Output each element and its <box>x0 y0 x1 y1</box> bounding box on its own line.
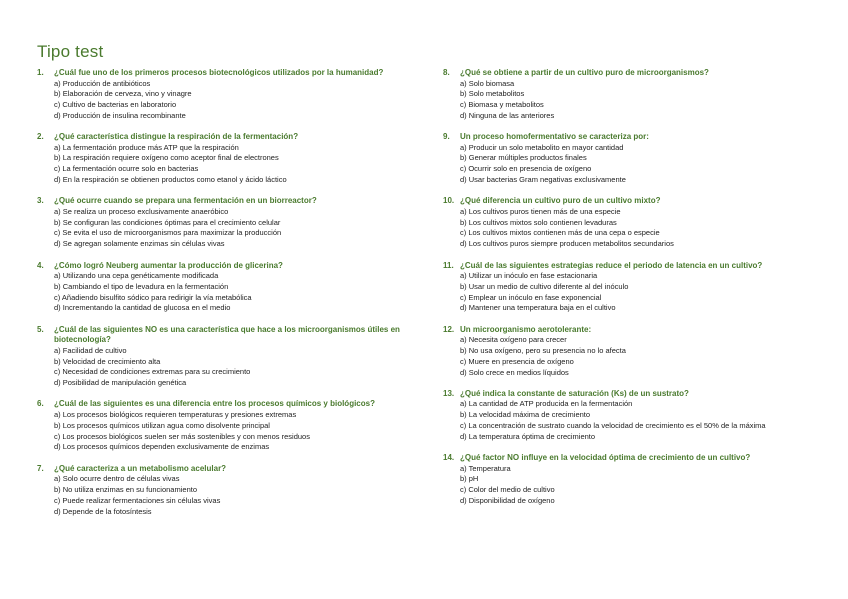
question-item <box>37 399 407 453</box>
question-number: 4. <box>37 260 44 270</box>
answer-option: c) La fermentación ocurre solo en bacterias <box>54 164 199 174</box>
question-text: Un microorganismo aerotolerante: <box>460 324 592 334</box>
question-text: ¿Qué caracteriza a un metabolismo acelular? <box>54 463 227 473</box>
question-item <box>37 68 407 122</box>
question-text: Un proceso homofermentativo se caracteriza por: <box>460 132 649 142</box>
answer-option: a) Producción de antibióticos <box>54 78 151 88</box>
answer-option: b) Se configuran las condiciones óptimas para el crecimiento celular <box>54 217 281 227</box>
question-number: 11. <box>443 260 454 270</box>
question-item <box>443 196 823 250</box>
answer-option: c) Ocurrir solo en presencia de oxígeno <box>460 164 592 174</box>
question-number: 1. <box>37 68 44 77</box>
answer-option: a) Se realiza un proceso exclusivamente anaeróbico <box>54 206 229 216</box>
question-number: 5. <box>37 324 44 334</box>
question-item <box>443 453 823 507</box>
answer-option: c) Añadiendo bisulfito sódico para redirigir la vía metabólica <box>54 292 252 302</box>
question-item <box>443 389 823 443</box>
answer-option: c) Los procesos biológicos suelen ser más sostenibles y con menos residuos <box>54 431 310 441</box>
answer-option: a) La cantidad de ATP producida en la fermentación <box>460 399 633 409</box>
question-number: 14. <box>443 453 455 463</box>
answer-option: a) Producir un solo metabolito en mayor cantidad <box>460 142 624 152</box>
question-text: ¿Qué característica distingue la respiración de la fermentación? <box>54 132 299 142</box>
answer-option: b) Usar un medio de cultivo diferente al del inóculo <box>460 281 629 291</box>
answer-option: d) La temperatura óptima de crecimiento <box>460 431 596 441</box>
answer-option: a) La fermentación produce más ATP que la respiración <box>54 142 239 152</box>
question-text: ¿Cuál de las siguientes es una diferencia entre los procesos químicos y biológicos? <box>54 399 375 409</box>
answer-option: a) Necesita oxígeno para crecer <box>460 335 567 345</box>
question-item <box>443 68 823 122</box>
answer-option: b) Elaboración de cerveza, vino y vinagre <box>54 89 192 99</box>
question-item <box>37 261 407 315</box>
answer-option: c) Se evita el uso de microorganismos para maximizar la producción <box>54 228 282 238</box>
answer-option: d) Solo crece en medios líquidos <box>460 367 569 377</box>
question-item <box>443 325 823 379</box>
answer-option: d) Disponibilidad de oxígeno <box>460 496 555 506</box>
answer-option: a) Utilizar un inóculo en fase estacionaria <box>460 271 598 281</box>
question-text: ¿Cuál de las siguientes NO es una característica que hace a los microorganismos útiles en biotecnología? <box>54 324 400 345</box>
question-number: 13. <box>443 388 455 398</box>
answer-option: a) Los procesos biológicos requieren temperaturas y presiones extremas <box>54 409 297 419</box>
answer-option: c) Color del medio de cultivo <box>460 485 555 495</box>
question-number: 3. <box>37 196 44 206</box>
question-item <box>37 464 407 518</box>
answer-option: b) No utiliza enzimas en su funcionamiento <box>54 484 197 494</box>
answer-option: b) pH <box>460 474 479 484</box>
answer-option: c) La concentración de sustrato cuando la velocidad de crecimiento es el 50% de la máxima <box>460 421 766 431</box>
question-text: ¿Cuál de las siguientes estrategias reduce el periodo de latencia en un cultivo? <box>460 260 763 270</box>
page-title: Tipo test <box>37 42 104 61</box>
question-item <box>37 196 407 250</box>
answer-option: b) Velocidad de crecimiento alta <box>54 356 161 366</box>
question-text: ¿Qué diferencia un cultivo puro de un cultivo mixto? <box>460 196 661 206</box>
question-item <box>443 261 823 315</box>
answer-option: b) Los procesos químicos utilizan agua como disolvente principal <box>54 420 270 430</box>
questions-column-left <box>37 68 407 528</box>
answer-option: d) Se agregan solamente enzimas sin células vivas <box>54 239 225 249</box>
answer-option: b) Cambiando el tipo de levadura en la fermentación <box>54 281 229 291</box>
answer-option: a) Facilidad de cultivo <box>54 345 127 355</box>
question-number: 8. <box>443 68 450 77</box>
answer-option: b) Generar múltiples productos finales <box>460 153 587 163</box>
question-item <box>37 325 407 389</box>
question-number: 9. <box>443 132 450 142</box>
answer-option: d) En la respiración se obtienen productos como etanol y ácido láctico <box>54 175 287 185</box>
question-number: 7. <box>37 463 44 473</box>
question-number: 6. <box>37 399 44 409</box>
answer-option: c) Cultivo de bacterias en laboratorio <box>54 100 177 110</box>
answer-option: c) Biomasa y metabolitos <box>460 100 544 110</box>
question-item <box>443 132 823 186</box>
question-text: ¿Qué indica la constante de saturación (Ks) de un sustrato? <box>460 388 689 398</box>
answer-option: c) Puede realizar fermentaciones sin células vivas <box>54 495 221 505</box>
question-item <box>37 132 407 186</box>
answer-option: d) Los cultivos puros siempre producen metabolitos secundarios <box>460 239 674 249</box>
answer-option: a) Temperatura <box>460 463 511 473</box>
answer-option: a) Solo ocurre dentro de células vivas <box>54 474 180 484</box>
question-text: ¿Qué se obtiene a partir de un cultivo puro de microorganismos? <box>460 68 709 77</box>
question-number: 2. <box>37 132 44 142</box>
question-number: 12. <box>443 324 455 334</box>
answer-option: d) Incrementando la cantidad de glucosa en el medio <box>54 303 231 313</box>
answer-option: d) Mantener una temperatura baja en el cultivo <box>460 303 616 313</box>
answer-option: c) Emplear un inóculo en fase exponencial <box>460 292 602 302</box>
answer-option: c) Los cultivos mixtos contienen más de una cepa o especie <box>460 228 660 238</box>
answer-option: d) Producción de insulina recombinante <box>54 110 186 120</box>
answer-option: b) Solo metabolitos <box>460 89 525 99</box>
question-number: 10. <box>443 196 455 206</box>
answer-option: b) No usa oxígeno, pero su presencia no lo afecta <box>460 346 626 356</box>
answer-option: c) Muere en presencia de oxígeno <box>460 356 574 366</box>
answer-option: d) Los procesos químicos dependen exclusivamente de enzimas <box>54 442 270 452</box>
answer-option: a) Utilizando una cepa genéticamente modificada <box>54 271 219 281</box>
answer-option: d) Depende de la fotosíntesis <box>54 506 152 516</box>
question-text: ¿Cómo logró Neuberg aumentar la producción de glicerina? <box>54 260 283 270</box>
answer-option: a) Los cultivos puros tienen más de una especie <box>460 206 621 216</box>
answer-option: d) Usar bacterias Gram negativas exclusivamente <box>460 175 626 185</box>
question-text: ¿Cuál fue uno de los primeros procesos biotecnológicos utilizados por la humanidad? <box>54 68 384 77</box>
answer-option: c) Necesidad de condiciones extremas para su crecimiento <box>54 367 251 377</box>
question-text: ¿Qué factor NO influye en la velocidad óptima de crecimiento de un cultivo? <box>460 453 751 463</box>
answer-option: a) Solo biomasa <box>460 78 515 88</box>
answer-option: d) Ninguna de las anteriores <box>460 110 555 120</box>
question-text: ¿Qué ocurre cuando se prepara una fermentación en un biorreactor? <box>54 196 317 206</box>
questions-column-right <box>443 68 823 517</box>
answer-option: d) Posibilidad de manipulación genética <box>54 378 187 388</box>
answer-option: b) Los cultivos mixtos solo contienen levaduras <box>460 217 617 227</box>
answer-option: b) La velocidad máxima de crecimiento <box>460 410 591 420</box>
answer-option: b) La respiración requiere oxígeno como aceptor final de electrones <box>54 153 279 163</box>
